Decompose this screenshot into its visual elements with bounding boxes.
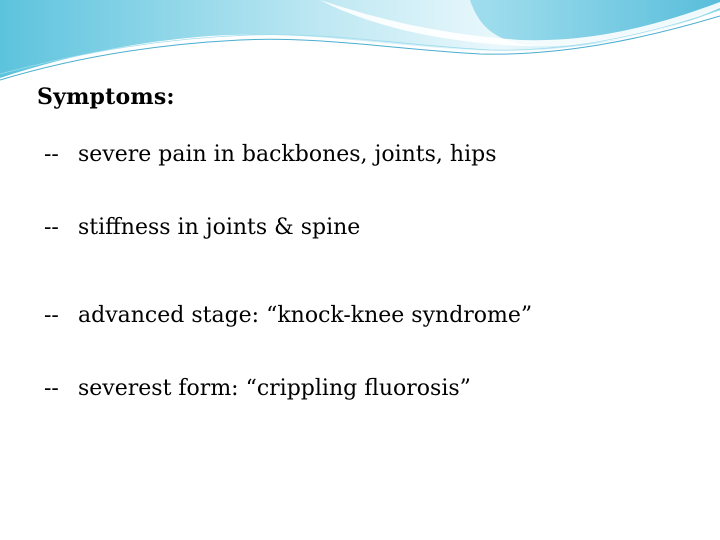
- bullet-marker: --: [44, 142, 59, 167]
- bullet-text: severe pain in backbones, joints, hips: [78, 142, 497, 167]
- bullet-text: severest form: “crippling fluorosis”: [78, 376, 471, 401]
- bullet-item: [44, 303, 532, 328]
- bullet-text: stiffness in joints & spine: [78, 215, 361, 240]
- bullet-item: [44, 215, 360, 240]
- bullet-marker: --: [44, 303, 59, 328]
- bullet-text: advanced stage: “knock-knee syndrome”: [78, 303, 533, 328]
- bullet-item: [44, 376, 471, 401]
- header-wave-decoration: [0, 0, 720, 90]
- bullet-item: [44, 142, 497, 167]
- bullet-marker: --: [44, 376, 59, 401]
- bullet-marker: --: [44, 215, 59, 240]
- slide-heading: Symptoms:: [37, 84, 175, 110]
